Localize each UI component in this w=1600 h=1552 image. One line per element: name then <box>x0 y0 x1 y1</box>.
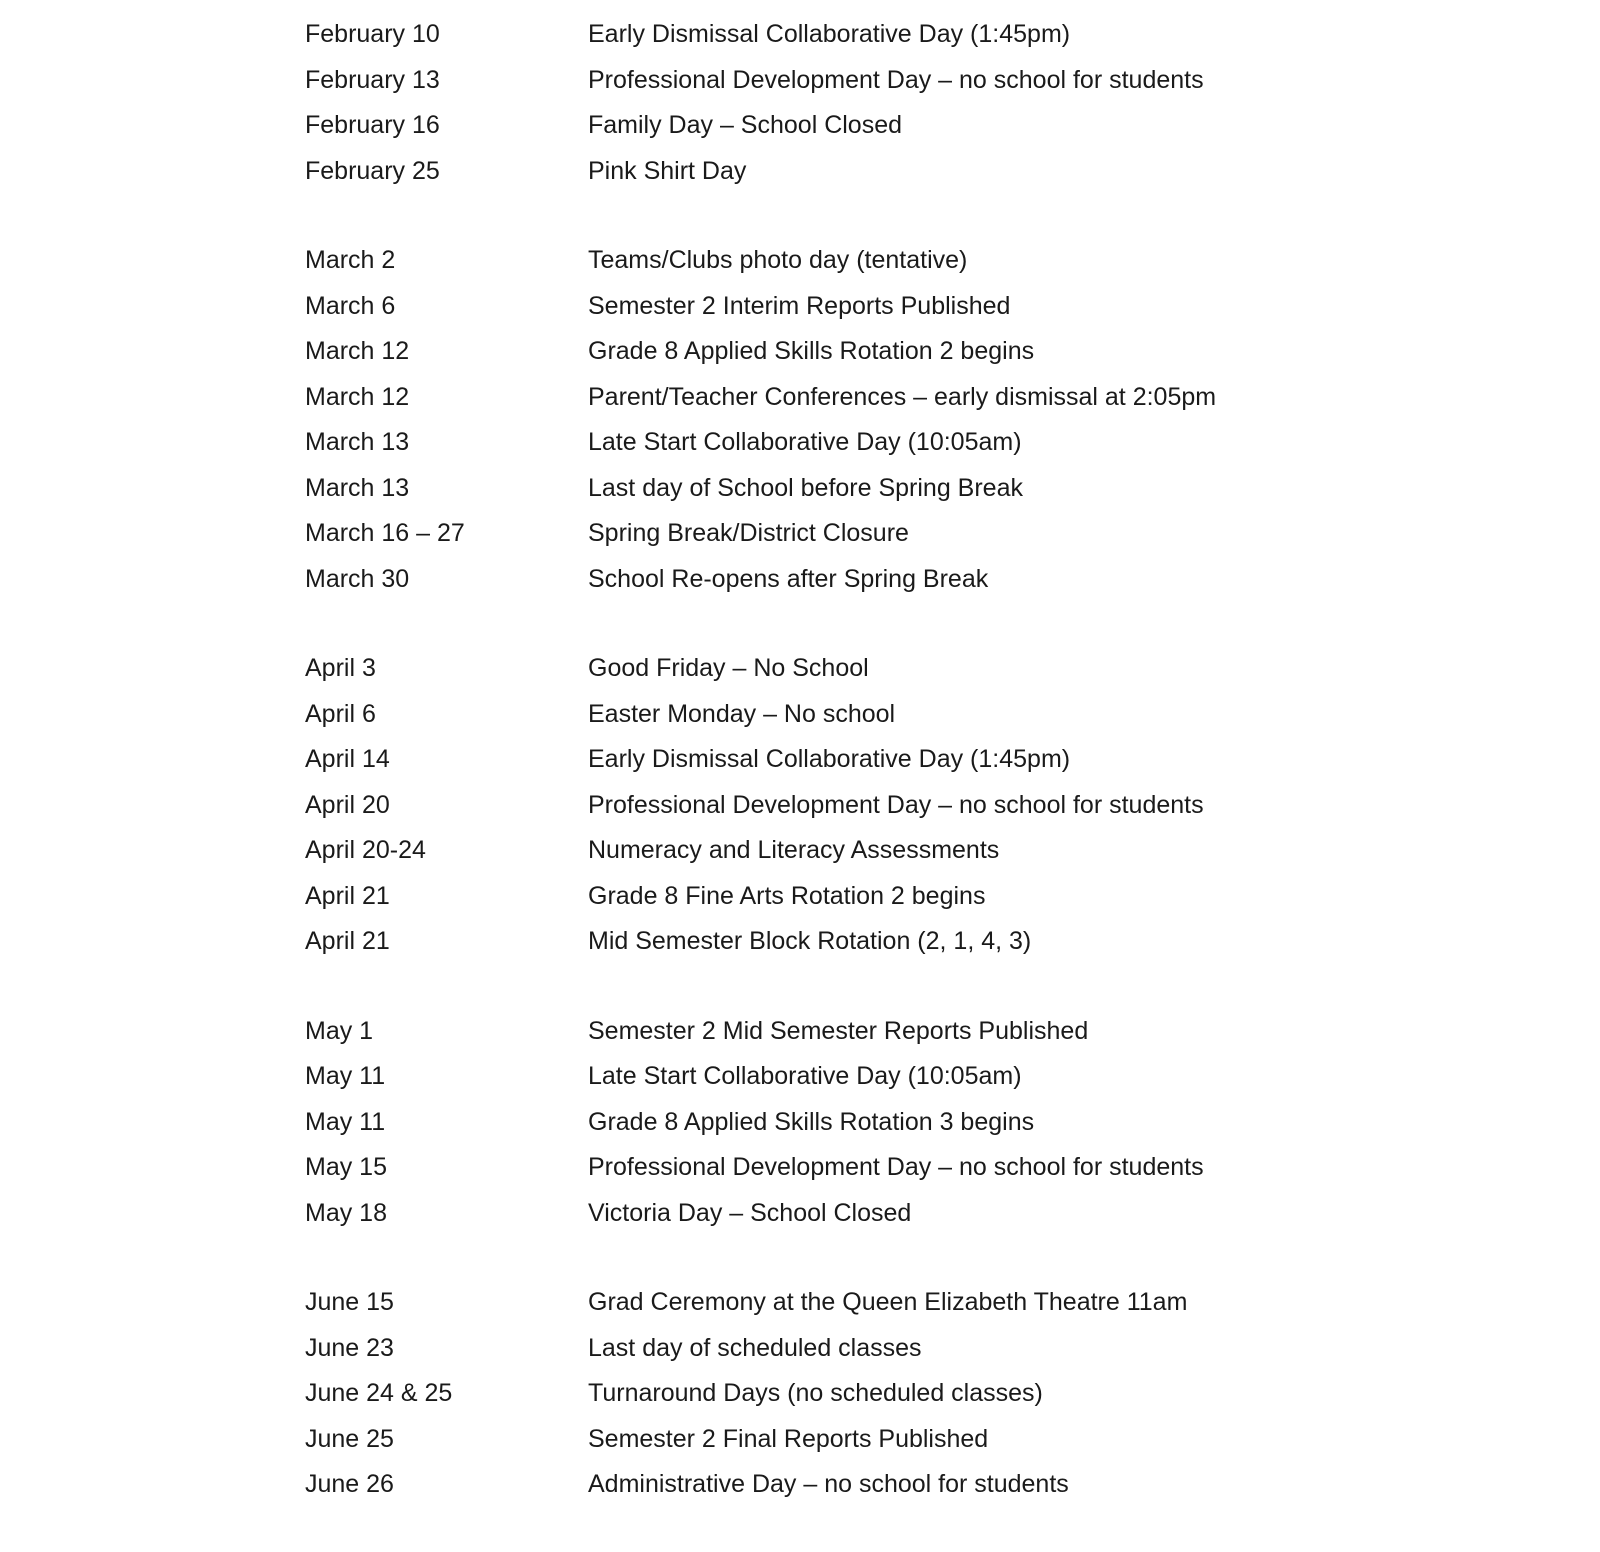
event-description: Grade 8 Applied Skills Rotation 3 begins <box>588 1107 1035 1136</box>
event-date: May 1 <box>305 1016 374 1045</box>
event-row <box>305 1326 1405 1372</box>
event-row <box>305 1100 1405 1146</box>
event-row <box>305 737 1405 783</box>
event-description: Professional Development Day – no school for students <box>588 790 1204 819</box>
month-group-march <box>305 238 1405 602</box>
event-description: Easter Monday – No school <box>588 699 896 728</box>
event-description: Late Start Collaborative Day (10:05am) <box>588 428 1022 456</box>
event-date: June 24 & 25 <box>305 1379 453 1407</box>
event-row <box>305 828 1405 874</box>
event-row <box>305 1280 1405 1326</box>
event-row <box>305 1054 1405 1100</box>
event-description: Late Start Collaborative Day (10:05am) <box>588 1062 1022 1090</box>
event-description: Semester 2 Mid Semester Reports Published <box>588 1016 1089 1045</box>
event-row <box>305 12 1405 58</box>
event-row <box>305 511 1405 557</box>
month-group-june <box>305 1280 1405 1508</box>
event-date: March 6 <box>305 291 396 320</box>
event-row <box>305 557 1405 603</box>
event-description: Family Day – School Closed <box>588 111 903 139</box>
event-date: April 21 <box>305 881 390 910</box>
event-date: February 16 <box>305 111 440 139</box>
event-row <box>305 466 1405 512</box>
event-description: Semester 2 Interim Reports Published <box>588 291 1011 320</box>
event-date: June 23 <box>305 1333 394 1362</box>
event-date: March 30 <box>305 564 410 593</box>
event-date: April 6 <box>305 699 376 728</box>
event-row <box>305 1145 1405 1191</box>
event-description: Professional Development Day – no school for students <box>588 65 1204 94</box>
event-row <box>305 783 1405 829</box>
event-date: May 18 <box>305 1198 387 1227</box>
event-description: Grade 8 Fine Arts Rotation 2 begins <box>588 881 986 910</box>
event-row <box>305 1371 1405 1417</box>
event-description: Mid Semester Block Rotation (2, 1, 4, 3) <box>588 927 1032 955</box>
event-description: Semester 2 Final Reports Published <box>588 1424 989 1453</box>
event-description: Grade 8 Applied Skills Rotation 2 begins <box>588 337 1035 365</box>
event-description: Good Friday – No School <box>588 654 869 682</box>
event-row <box>305 420 1405 466</box>
event-description: Professional Development Day – no school for students <box>588 1153 1204 1181</box>
month-group-may <box>305 1009 1405 1237</box>
event-date: March 13 <box>305 473 410 502</box>
event-date: June 25 <box>305 1424 394 1453</box>
event-date: April 14 <box>305 745 390 773</box>
event-description: Victoria Day – School Closed <box>588 1198 912 1227</box>
month-group-april <box>305 646 1405 965</box>
month-group-february <box>305 12 1405 194</box>
event-row <box>305 284 1405 330</box>
event-date: April 21 <box>305 927 390 955</box>
event-row <box>305 375 1405 421</box>
event-date: June 26 <box>305 1470 394 1498</box>
event-date: March 2 <box>305 246 396 274</box>
event-description: Early Dismissal Collaborative Day (1:45pm) <box>588 20 1071 48</box>
event-description: Numeracy and Literacy Assessments <box>588 836 1000 864</box>
event-row <box>305 1191 1405 1237</box>
event-row <box>305 103 1405 149</box>
event-row <box>305 58 1405 104</box>
event-description: School Re-opens after Spring Break <box>588 564 989 593</box>
event-description: Spring Break/District Closure <box>588 519 909 547</box>
event-date: April 20-24 <box>305 836 426 864</box>
event-description: Last day of School before Spring Break <box>588 473 1023 502</box>
event-row <box>305 329 1405 375</box>
event-description: Grad Ceremony at the Queen Elizabeth Theatre 11am <box>588 1288 1188 1316</box>
event-description: Turnaround Days (no scheduled classes) <box>588 1379 1043 1407</box>
event-description: Administrative Day – no school for students <box>588 1470 1069 1498</box>
event-description: Parent/Teacher Conferences – early dismissal at 2:05pm <box>588 382 1217 411</box>
event-row <box>305 1417 1405 1463</box>
event-row <box>305 692 1405 738</box>
event-date: March 12 <box>305 337 410 365</box>
event-date: February 13 <box>305 65 440 94</box>
event-date: April 20 <box>305 790 390 819</box>
school-calendar <box>305 12 1405 1552</box>
event-date: March 16 – 27 <box>305 519 465 547</box>
event-description: Early Dismissal Collaborative Day (1:45pm) <box>588 745 1071 773</box>
event-row <box>305 919 1405 965</box>
event-row <box>305 874 1405 920</box>
event-row <box>305 238 1405 284</box>
event-description: Pink Shirt Day <box>588 156 747 185</box>
event-row <box>305 1009 1405 1055</box>
event-row <box>305 1462 1405 1508</box>
event-date: February 25 <box>305 156 440 185</box>
event-date: April 3 <box>305 654 376 682</box>
event-description: Teams/Clubs photo day (tentative) <box>588 246 968 274</box>
event-date: March 13 <box>305 428 410 456</box>
event-date: May 11 <box>305 1107 386 1136</box>
event-date: May 15 <box>305 1153 387 1181</box>
event-date: June 15 <box>305 1288 394 1316</box>
event-date: February 10 <box>305 20 440 48</box>
event-date: May 11 <box>305 1062 386 1090</box>
event-row <box>305 646 1405 692</box>
event-row <box>305 149 1405 195</box>
event-date: March 12 <box>305 382 410 411</box>
event-description: Last day of scheduled classes <box>588 1333 922 1362</box>
